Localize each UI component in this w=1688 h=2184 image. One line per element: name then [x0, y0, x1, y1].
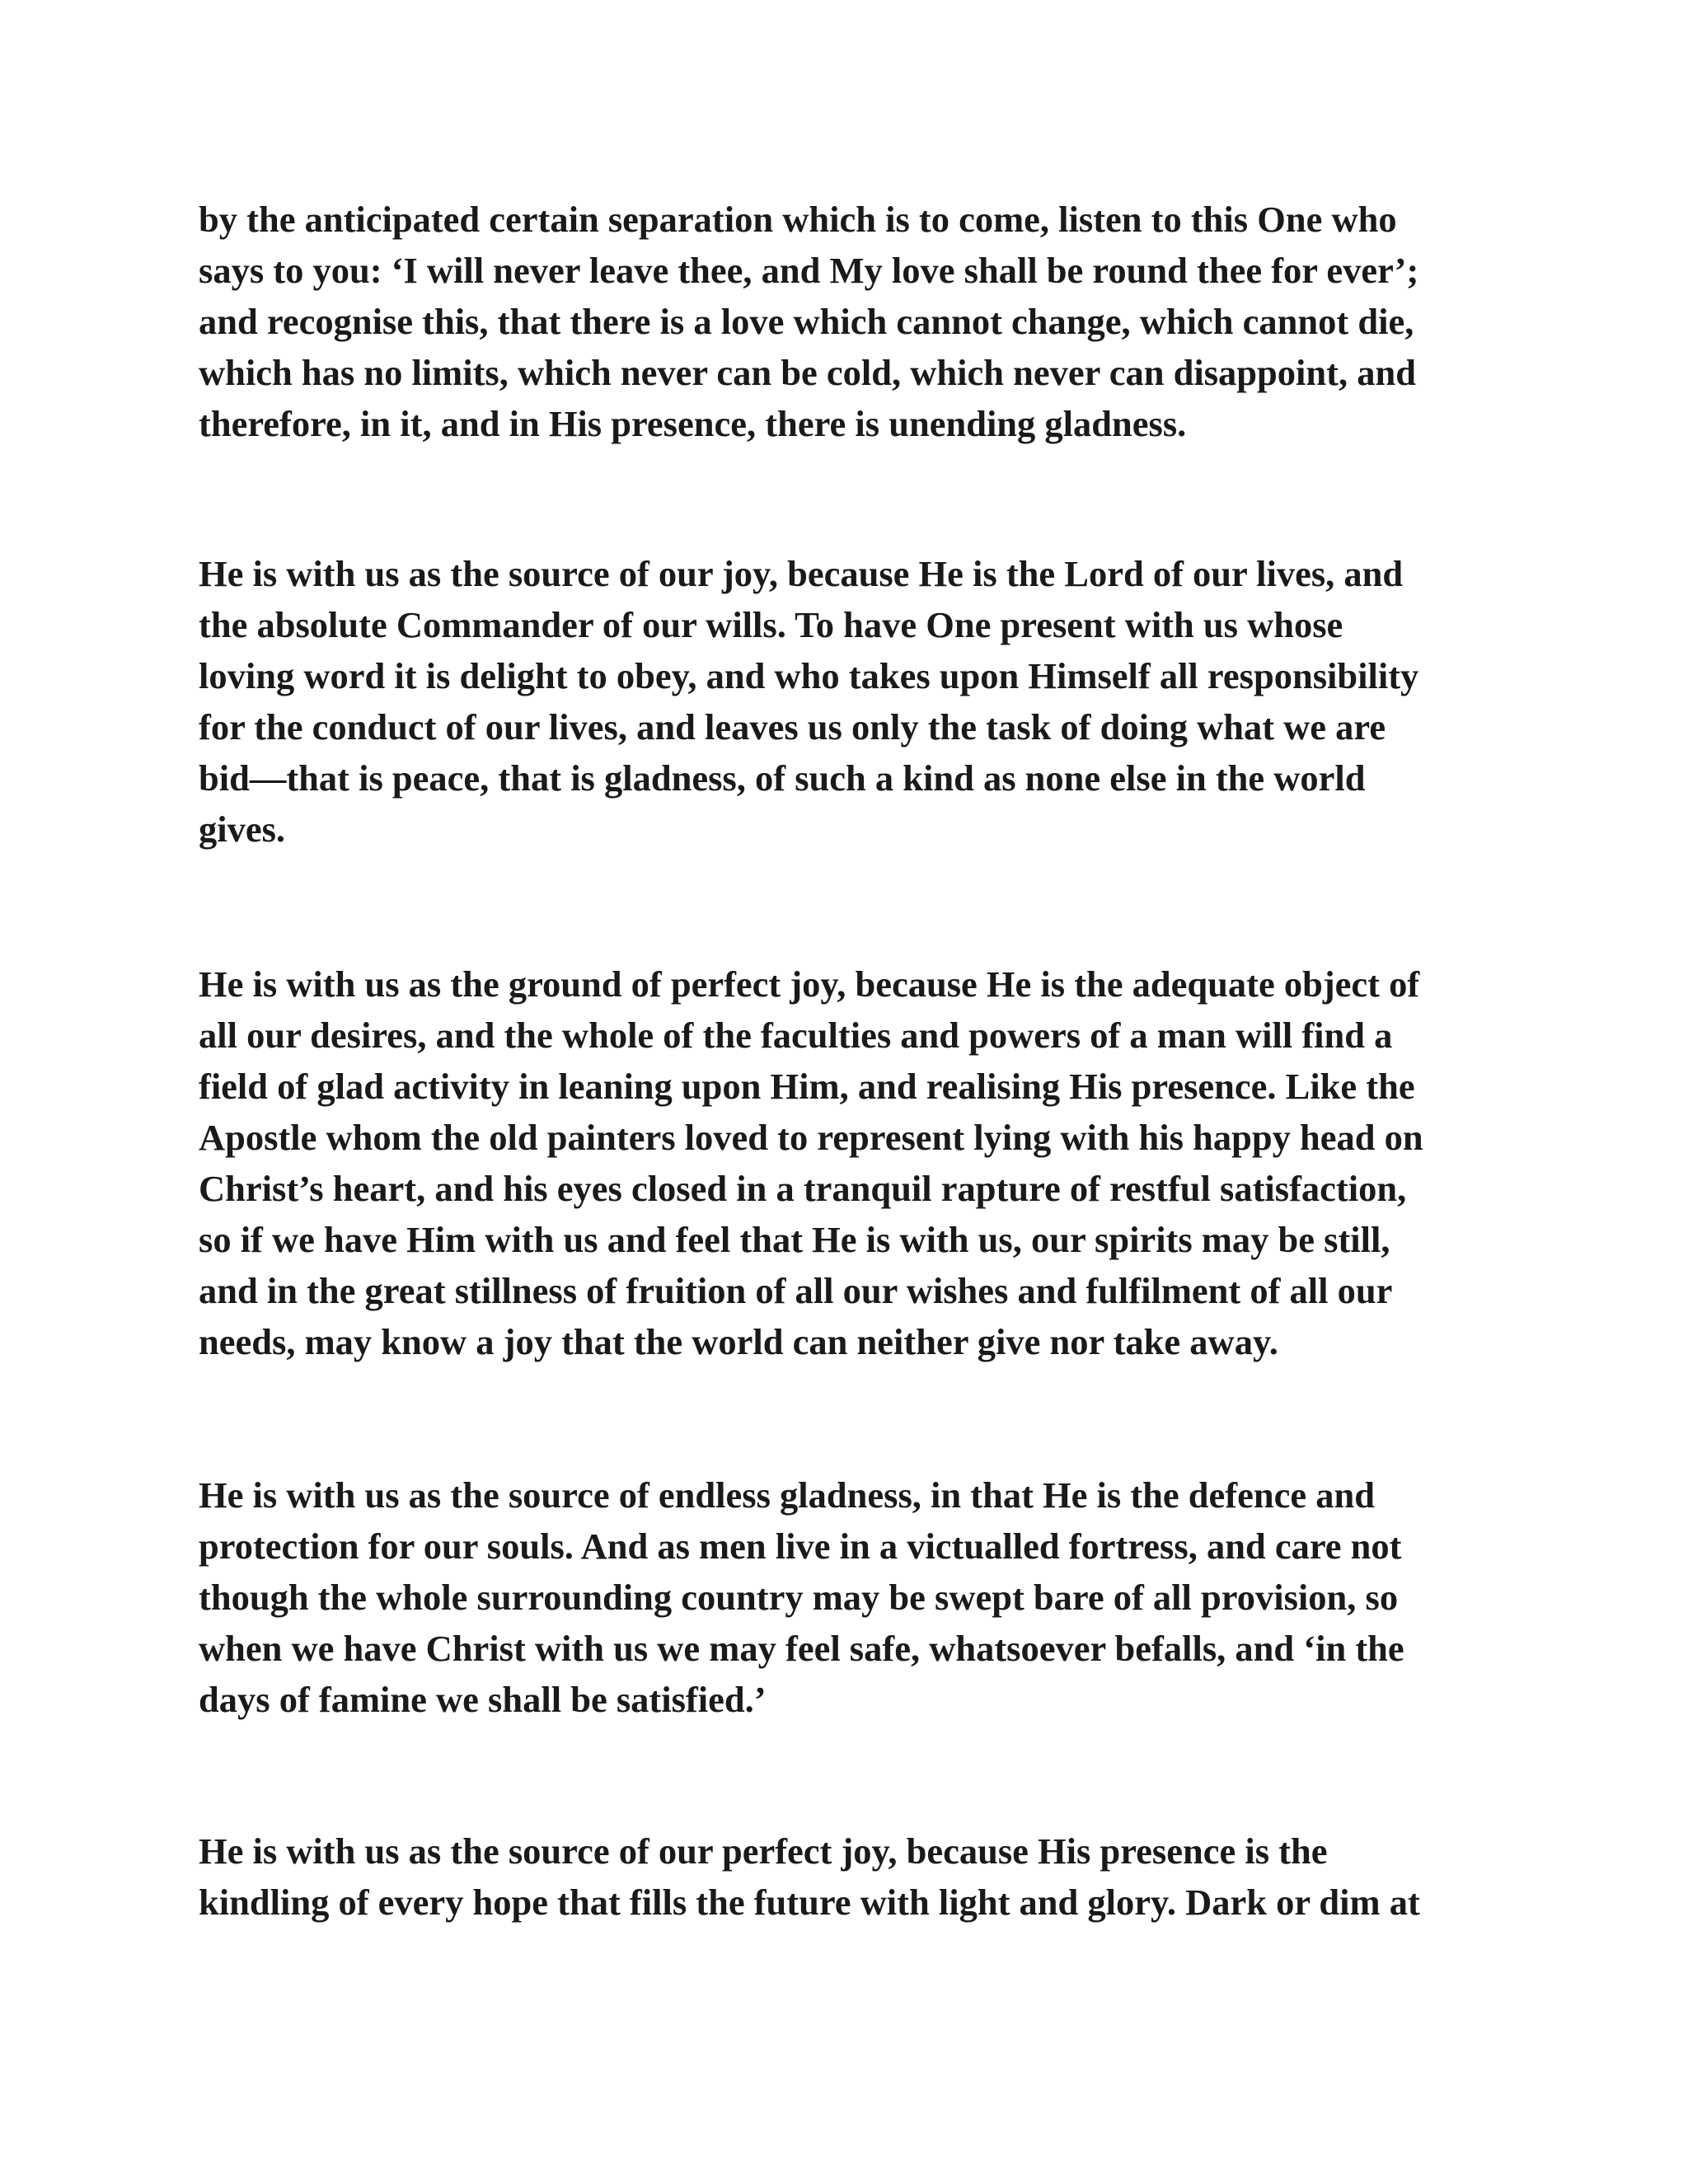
text-line: He is with us as the source of our joy, because He is the Lord of our lives, and	[199, 553, 1404, 594]
text-line: when we have Christ with us we may feel safe, whatsoever befalls, and ‘in the	[199, 1628, 1404, 1669]
text-line: needs, may know a joy that the world can neither give nor take away.	[199, 1321, 1278, 1362]
text-line: for the conduct of our lives, and leaves us only the task of doing what we are	[199, 706, 1386, 748]
text-line: gives.	[199, 808, 286, 850]
text-line: and recognise this, that there is a love which cannot change, which cannot die,	[199, 301, 1414, 342]
text-line: though the whole surrounding country may be swept bare of all provision, so	[199, 1577, 1399, 1618]
text-line: protection for our souls. And as men live in a victualled fortress, and care not	[199, 1526, 1402, 1567]
text-line: He is with us as the ground of perfect joy, because He is the adequate object of	[199, 963, 1420, 1005]
text-line: Apostle whom the old painters loved to represent lying with his happy head on	[199, 1117, 1423, 1158]
text-line: bid—that is peace, that is gladness, of such a kind as none else in the world	[199, 757, 1366, 799]
paragraph	[199, 958, 1484, 1367]
text-line: days of famine we shall be satisfied.’	[199, 1679, 767, 1720]
text-line: which has no limits, which never can be cold, which never can disappoint, and	[199, 352, 1416, 393]
text-line: Christ’s heart, and his eyes closed in a tranquil rapture of restful satisfaction,	[199, 1168, 1407, 1209]
text-line: field of glad activity in leaning upon Him, and realising His presence. Like the	[199, 1066, 1415, 1107]
paragraph	[199, 548, 1484, 855]
text-line: therefore, in it, and in His presence, there is unending gladness.	[199, 403, 1187, 444]
paragraph	[199, 194, 1484, 449]
text-line: He is with us as the source of our perfect joy, because His presence is the	[199, 1830, 1328, 1872]
text-line: kindling of every hope that fills the future with light and glory. Dark or dim at	[199, 1882, 1420, 1923]
text-line: so if we have Him with us and feel that He is with us, our spirits may be still,	[199, 1219, 1390, 1260]
text-line: and in the great stillness of fruition of all our wishes and fulfilment of all our	[199, 1270, 1393, 1311]
text-line: the absolute Commander of our wills. To have One present with us whose	[199, 604, 1343, 645]
text-line: by the anticipated certain separation which is to come, listen to this One who	[199, 199, 1397, 240]
paragraph	[199, 1469, 1484, 1725]
text-line: says to you: ‘I will never leave thee, and My love shall be round thee for ever’;	[199, 250, 1419, 291]
text-line: all our desires, and the whole of the faculties and powers of a man will find a	[199, 1015, 1393, 1056]
text-line: loving word it is delight to obey, and who takes upon Himself all responsibility	[199, 655, 1419, 696]
paragraph	[199, 1825, 1484, 1928]
text-line: He is with us as the source of endless gladness, in that He is the defence and	[199, 1474, 1375, 1516]
